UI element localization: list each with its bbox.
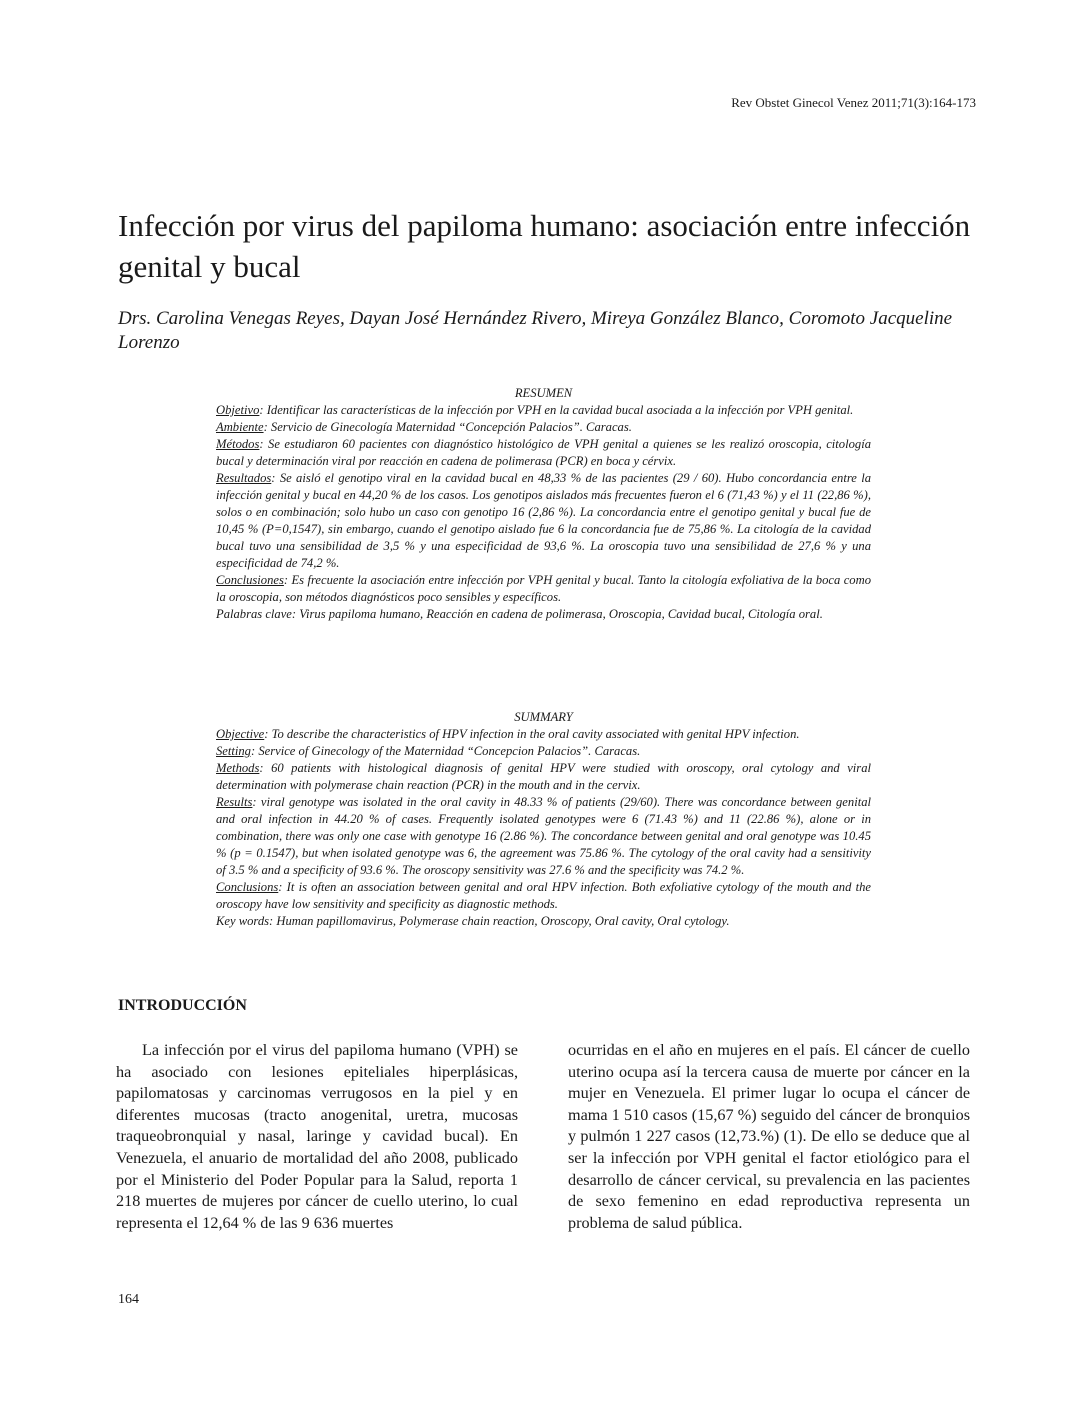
resumen-abstract bbox=[216, 385, 871, 623]
article-title: Infección por virus del papiloma humano: asociación entre infección genital y bucal bbox=[118, 208, 971, 284]
results-text: : viral genotype was isolated in the oral cavity in 48.33 % of patients (29/60). There was concordance between genital and oral infection in 44.20 % of cases. Frequently isolated genotypes were 6 (71.43 %) and 11 (22.86 %), alone or in combination, there was only one case with genotype 16 (2.86 %). The concordance between genital and oral genotype was 10.45 % (p = 0.1547), but when isolated genotype was 6, the agreement was 75.86 %. The cytology of the oral cavity had a sensitivity of 3.5 % and a specificity of 93.6 %. The oroscopy sensitivity was 27.6 % and the specificity was 74.2 %. bbox=[216, 795, 871, 877]
summary-heading: SUMMARY bbox=[514, 710, 573, 724]
journal-reference: Rev Obstet Ginecol Venez 2011;71(3):164-173 bbox=[731, 95, 976, 110]
objetivo-label: Objetivo bbox=[216, 403, 260, 417]
metodos-label: Métodos bbox=[216, 437, 260, 451]
summary-methods bbox=[216, 760, 871, 794]
resumen-resultados bbox=[216, 470, 871, 572]
conclusiones-label: Conclusiones bbox=[216, 573, 284, 587]
conclusiones-text: : Es frecuente la asociación entre infección por VPH genital y bucal. Tanto la citología exfoliativa de la boca como la oroscopia, son métodos diagnósticos poco sensibles y específicos. bbox=[216, 573, 871, 604]
intro-paragraph-left: La infección por el virus del papiloma humano (VPH) se ha asociado con lesiones epiteliales hiperplásicas, papilomatosas y carcinomas verrugosos en la piel y en diferentes mucosas (tracto anogenital, uretra, mucosas traqueobronquial y nasal, laringe y cavidad bucal). En Venezuela, el anuario de mortalidad del año 2008, publicado por el Ministerio del Poder Popular para la Salud, reporta 1 218 muertes de mujeres por cáncer de cuello uterino, lo cual representa el 12,64 % de las 9 636 muertes bbox=[116, 1041, 518, 1232]
article-authors: Drs. Carolina Venegas Reyes, Dayan José Hernández Rivero, Mireya González Blanco, Coromoto Jacqueline Lorenzo bbox=[118, 308, 953, 353]
intro-paragraph-right: ocurridas en el año en mujeres en el país. El cáncer de cuello uterino ocupa así la tercera causa de muerte por cáncer en la mujer en Venezuela. El primer lugar lo ocupa el cáncer de mama 1 510 casos (15,67 %) seguido del cáncer de bronquios y pulmón 1 227 casos (12,73.%) (1). De ello se deduce que al ser la infección por VPH genital el factor etiológico para el desarrollo de cáncer cervical, su prevalencia en las pacientes de sexo femenino en edad reproductiva representa un problema de salud pública. bbox=[568, 1041, 970, 1232]
ambiente-text: : Servicio de Ginecología Maternidad “Concepción Palacios”. Caracas. bbox=[263, 420, 632, 434]
key-words: Key words: Human papillomavirus, Polymerase chain reaction, Oroscopy, Oral cavity, Oral cytology. bbox=[216, 914, 730, 928]
conclusions-text: : It is often an association between genital and oral HPV infection. Both exfoliative cytology of the mouth and the oroscopy have low sensitivity and specificity as diagnostic methods. bbox=[216, 880, 871, 911]
ambiente-label: Ambiente bbox=[216, 420, 264, 434]
palabras-clave: Palabras clave: Virus papiloma humano, Reacción en cadena de polimerasa, Oroscopia, Cavidad bucal, Citología oral. bbox=[216, 607, 823, 621]
resumen-metodos bbox=[216, 436, 871, 470]
setting-label: Setting bbox=[216, 744, 251, 758]
summary-conclusions bbox=[216, 879, 871, 913]
objective-text: : To describe the characteristics of HPV infection in the oral cavity associated with genital HPV infection. bbox=[264, 727, 800, 741]
summary-objective bbox=[216, 726, 871, 743]
resultados-text: : Se aisló el genotipo viral en la cavidad bucal en 48,33 % de las pacientes (29 / 60). Hubo concordancia entre la infección genital y bucal en 44,20 % de los casos. Los genotipos aislados más frecuentes fueron el 6 (71,43 %) y el 11 (22,86 %), solos o en combinación; solo hubo un caso con genotipo 16 (2,86 %). La concordancia entre el genotipo genital y bucal fue de 10,45 % (P=0,1547), sin embargo, cuando el genotipo aislado fue 6 la concordancia fue de 75,86 %. La citología de la cavidad bucal tuvo una sensibilidad de 3,5 % y una especificidad de 93,6 %. La oroscopia tuvo una sensibilidad de 27,6 % y una especificidad de 74,2 %. bbox=[216, 471, 871, 570]
summary-results bbox=[216, 794, 871, 879]
body-column-right bbox=[568, 1040, 970, 1234]
methods-label: Methods bbox=[216, 761, 260, 775]
setting-text: : Service of Ginecology of the Maternidad “Concepcion Palacios”. Caracas. bbox=[250, 744, 641, 758]
conclusions-label: Conclusions bbox=[216, 880, 279, 894]
page-number: 164 bbox=[118, 1292, 139, 1307]
metodos-text: : Se estudiaron 60 pacientes con diagnóstico histológico de VPH genital a quienes se les realizó oroscopia, citología bucal y determinación viral por reacción en cadena de polimerasa (PCR) en boca y cérvix. bbox=[216, 437, 871, 468]
resumen-objetivo bbox=[216, 402, 871, 419]
results-label: Results bbox=[216, 795, 253, 809]
section-heading-introduccion: INTRODUCCIÓN bbox=[118, 997, 247, 1014]
objective-label: Objective bbox=[216, 727, 265, 741]
resumen-heading: RESUMEN bbox=[514, 386, 573, 400]
resumen-conclusiones bbox=[216, 572, 871, 606]
summary-abstract bbox=[216, 709, 871, 930]
resumen-ambiente bbox=[216, 419, 871, 436]
body-column-left bbox=[116, 1040, 518, 1234]
objetivo-text: : Identificar las características de la infección por VPH en la cavidad bucal asociada a la infección por VPH genital. bbox=[259, 403, 854, 417]
summary-setting bbox=[216, 743, 871, 760]
methods-text: : 60 patients with histological diagnosis of genital HPV were studied with oroscopy, oral cytology and viral determination with polymerase chain reaction (PCR) in the mouth and in the cervix. bbox=[216, 761, 871, 792]
resultados-label: Resultados bbox=[216, 471, 272, 485]
